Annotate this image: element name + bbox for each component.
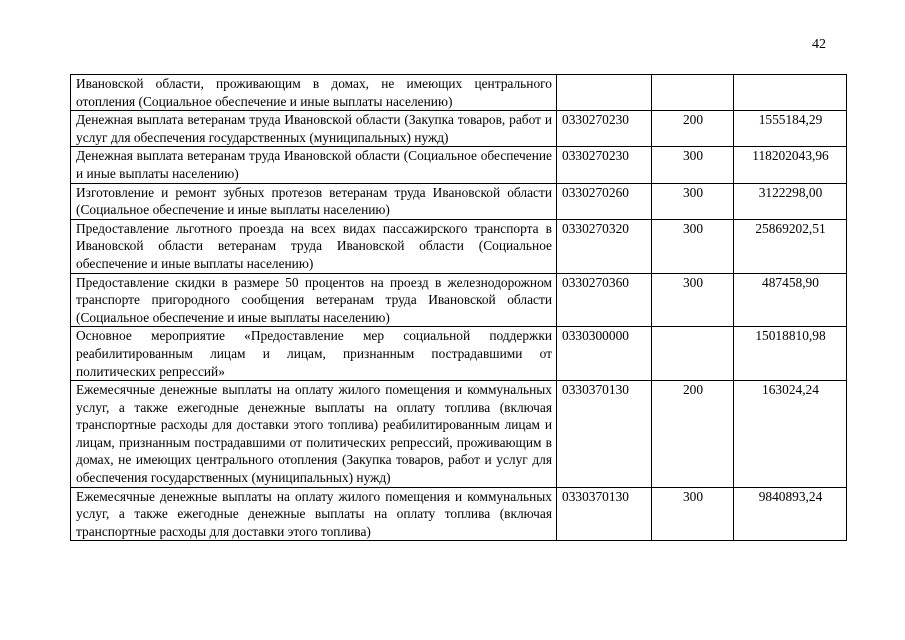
table-row bbox=[71, 327, 847, 381]
table-row bbox=[71, 111, 847, 147]
expense-type-code-cell: 300 bbox=[652, 273, 734, 327]
expense-type-code-cell: 200 bbox=[652, 111, 734, 147]
table-row bbox=[71, 183, 847, 219]
target-article-code-cell: 0330270230 bbox=[557, 111, 652, 147]
target-article-code-cell: 0330370130 bbox=[557, 487, 652, 541]
amount-cell: 163024,24 bbox=[734, 381, 847, 488]
amount-cell: 25869202,51 bbox=[734, 219, 847, 273]
expense-name-cell: Основное мероприятие «Предоставление мер социальной поддержки реабилитированным лицам и лицам, признанным пострадавшими от политических репрессий» bbox=[71, 327, 557, 381]
table-row bbox=[71, 381, 847, 488]
amount-cell: 1555184,29 bbox=[734, 111, 847, 147]
target-article-code-cell: 0330270260 bbox=[557, 183, 652, 219]
amount-cell: 9840893,24 bbox=[734, 487, 847, 541]
amount-cell: 487458,90 bbox=[734, 273, 847, 327]
amount-cell: 3122298,00 bbox=[734, 183, 847, 219]
target-article-code-cell: 0330270320 bbox=[557, 219, 652, 273]
expense-name-cell: Изготовление и ремонт зубных протезов ветеранам труда Ивановской области (Социальное обеспечение и иные выплаты населению) bbox=[71, 183, 557, 219]
target-article-code-cell: 0330300000 bbox=[557, 327, 652, 381]
table-row bbox=[71, 147, 847, 183]
expense-name-cell: Ивановской области, проживающим в домах, не имеющих центрального отопления (Социальное обеспечение и иные выплаты населению) bbox=[71, 75, 557, 111]
expense-type-code-cell: 300 bbox=[652, 147, 734, 183]
expense-name-cell: Денежная выплата ветеранам труда Ивановской области (Закупка товаров, работ и услуг для обеспечения государственных (муниципальных) нужд) bbox=[71, 111, 557, 147]
table-row bbox=[71, 273, 847, 327]
expense-type-code-cell: 300 bbox=[652, 183, 734, 219]
table-row bbox=[71, 75, 847, 111]
target-article-code-cell: 0330270360 bbox=[557, 273, 652, 327]
budget-table bbox=[70, 74, 847, 541]
expense-name-cell: Денежная выплата ветеранам труда Ивановской области (Социальное обеспечение и иные выплаты населению) bbox=[71, 147, 557, 183]
expense-name-cell: Предоставление льготного проезда на всех видах пассажирского транспорта в Ивановской области ветеранам труда Ивановской области (Социальное обеспечение и иные выплаты населению) bbox=[71, 219, 557, 273]
expense-type-code-cell: 300 bbox=[652, 487, 734, 541]
target-article-code-cell: 0330270230 bbox=[557, 147, 652, 183]
table-row bbox=[71, 219, 847, 273]
amount-cell bbox=[734, 75, 847, 111]
target-article-code-cell bbox=[557, 75, 652, 111]
expense-name-cell: Ежемесячные денежные выплаты на оплату жилого помещения и коммунальных услуг, а также ежегодные денежные выплаты на оплату топлива (включая транспортные расходы для доставки этого топлива) реабилитированным лицам и лицам, признанным пострадавшими от политических репрессий, проживающим в домах, не имеющих центрального отопления (Закупка товаров, работ и услуг для обеспечения государственных (муниципальных) нужд) bbox=[71, 381, 557, 488]
table-row bbox=[71, 487, 847, 541]
amount-cell: 118202043,96 bbox=[734, 147, 847, 183]
target-article-code-cell: 0330370130 bbox=[557, 381, 652, 488]
expense-name-cell: Ежемесячные денежные выплаты на оплату жилого помещения и коммунальных услуг, а также ежегодные денежные выплаты на оплату топлива (включая транспортные расходы для доставки этого топлива) bbox=[71, 487, 557, 541]
expense-type-code-cell bbox=[652, 327, 734, 381]
expense-type-code-cell bbox=[652, 75, 734, 111]
expense-type-code-cell: 200 bbox=[652, 381, 734, 488]
page-number: 42 bbox=[812, 37, 826, 52]
amount-cell: 15018810,98 bbox=[734, 327, 847, 381]
expense-name-cell: Предоставление скидки в размере 50 процентов на проезд в железнодорожном транспорте пригородного сообщения ветеранам труда Ивановской области (Социальное обеспечение и иные выплаты населению) bbox=[71, 273, 557, 327]
expense-type-code-cell: 300 bbox=[652, 219, 734, 273]
